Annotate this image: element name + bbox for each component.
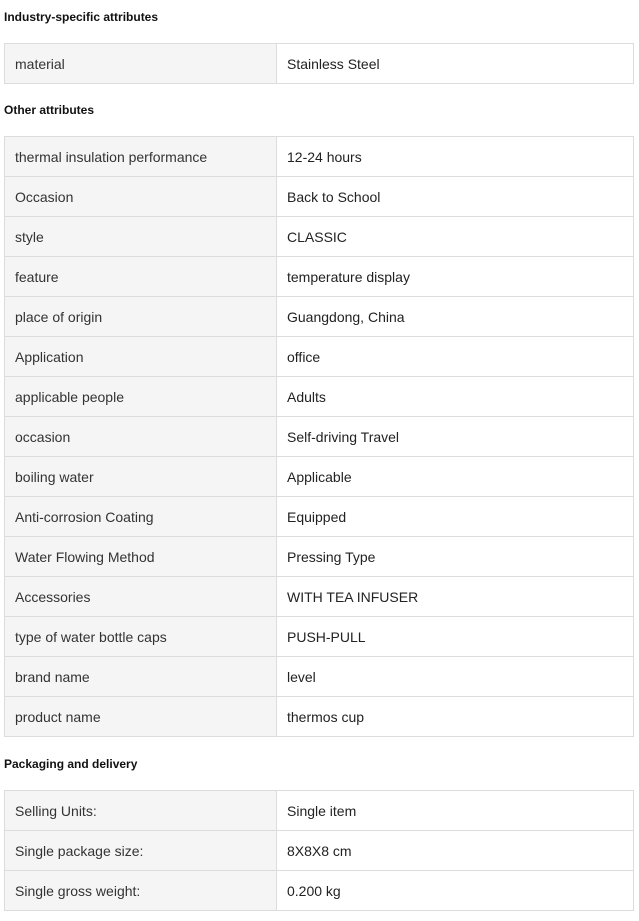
attributes-table-other	[4, 136, 634, 737]
table-row	[5, 657, 634, 697]
attribute-value: thermos cup	[277, 697, 634, 737]
attributes-table-packaging	[4, 790, 634, 911]
table-row	[5, 297, 634, 337]
attribute-key: material	[5, 44, 277, 84]
attribute-value: Equipped	[277, 497, 634, 537]
table-row	[5, 617, 634, 657]
section-title-packaging-delivery: Packaging and delivery	[4, 757, 138, 771]
table-row	[5, 257, 634, 297]
attribute-value: Guangdong, China	[277, 297, 634, 337]
section-title-industry-specific: Industry-specific attributes	[4, 10, 159, 24]
attribute-value: office	[277, 337, 634, 377]
attribute-value: Stainless Steel	[277, 44, 634, 84]
attribute-key: Occasion	[5, 177, 277, 217]
table-row	[5, 137, 634, 177]
attribute-key: Single package size:	[5, 831, 277, 871]
attribute-key: place of origin	[5, 297, 277, 337]
table-row	[5, 537, 634, 577]
attribute-key: applicable people	[5, 377, 277, 417]
attribute-value: Back to School	[277, 177, 634, 217]
attribute-key: style	[5, 217, 277, 257]
attribute-value: Self-driving Travel	[277, 417, 634, 457]
attribute-key: occasion	[5, 417, 277, 457]
table-row	[5, 457, 634, 497]
attribute-value: CLASSIC	[277, 217, 634, 257]
section-title-other-attributes: Other attributes	[4, 103, 95, 117]
attribute-value: level	[277, 657, 634, 697]
attribute-value: 12-24 hours	[277, 137, 634, 177]
table-row	[5, 177, 634, 217]
table-row	[5, 577, 634, 617]
table-row	[5, 871, 634, 911]
attribute-key: boiling water	[5, 457, 277, 497]
attribute-key: Single gross weight:	[5, 871, 277, 911]
attribute-key: feature	[5, 257, 277, 297]
table-row	[5, 217, 634, 257]
table-row	[5, 44, 634, 84]
table-row	[5, 377, 634, 417]
attribute-value: Single item	[277, 791, 634, 831]
table-row	[5, 417, 634, 457]
table-row	[5, 791, 634, 831]
attribute-key: thermal insulation performance	[5, 137, 277, 177]
attribute-key: brand name	[5, 657, 277, 697]
attribute-key: Application	[5, 337, 277, 377]
attribute-value: 0.200 kg	[277, 871, 634, 911]
attribute-key: Accessories	[5, 577, 277, 617]
attributes-table-industry-specific	[4, 43, 634, 84]
attribute-value: WITH TEA INFUSER	[277, 577, 634, 617]
attribute-key: Water Flowing Method	[5, 537, 277, 577]
attribute-key: Selling Units:	[5, 791, 277, 831]
attribute-value: 8X8X8 cm	[277, 831, 634, 871]
table-row	[5, 497, 634, 537]
attribute-value: temperature display	[277, 257, 634, 297]
table-row	[5, 831, 634, 871]
table-row	[5, 697, 634, 737]
attribute-value: Applicable	[277, 457, 634, 497]
attribute-value: PUSH-PULL	[277, 617, 634, 657]
attribute-key: product name	[5, 697, 277, 737]
attribute-value: Adults	[277, 377, 634, 417]
attribute-key: Anti-corrosion Coating	[5, 497, 277, 537]
table-row	[5, 337, 634, 377]
attribute-value: Pressing Type	[277, 537, 634, 577]
attribute-key: type of water bottle caps	[5, 617, 277, 657]
